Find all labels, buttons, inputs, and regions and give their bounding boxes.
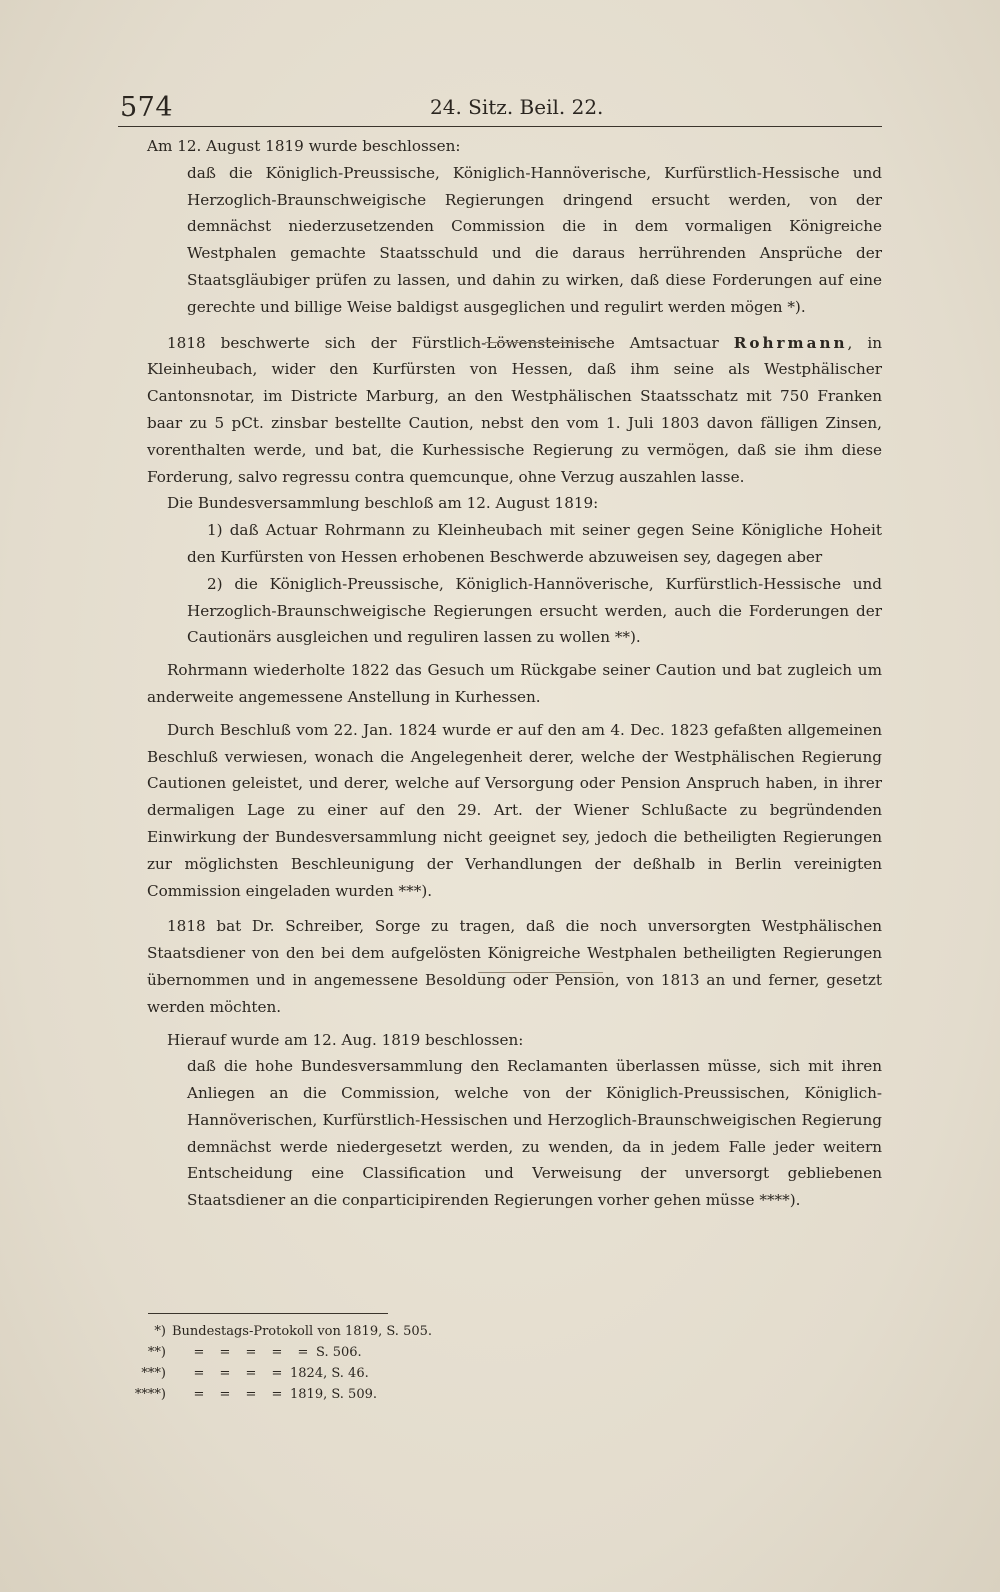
complaint-text-start: 1818 beschwerte sich der Fürstlich-Löwensteinische Amtsactuar — [167, 333, 734, 352]
footnote-marker: ****) — [134, 1387, 166, 1402]
ditto-mark: = — [193, 1387, 205, 1402]
ditto-mark: = — [219, 1366, 231, 1381]
running-head: 24. Sitz. Beil. 22. — [430, 95, 604, 119]
ditto-mark: = — [219, 1345, 231, 1360]
ditto-mark: = — [245, 1345, 257, 1360]
paragraph-resolution-text: daß die Königlich-Preussische, Königlich-Hannöverische, Kurfürstlich-Hessische und Herzoglich-Braunschweigische Regierungen dringend ersucht werden, von der demnächst niederzusetzenden Commission die in dem vormaligen Königreiche Westphalen gemachte Staatsschuld und die daraus herrührenden Ansprüche der Staatsgläubiger prüfen zu lassen, und dahin zu wirken, daß diese Forderungen auf eine gerechte und billige Weise baldigst ausgeglichen und regulirt werden mögen *). — [187, 163, 882, 316]
ditto-mark: = — [297, 1345, 309, 1360]
ditto-mark: = — [245, 1366, 257, 1381]
footnote-marker: *) — [154, 1324, 166, 1339]
resolution-item-1: 1) daß Actuar Rohrmann zu Kleinheubach mit seiner gegen Seine Königliche Hoheit den Kurfürsten von Hessen erhobenen Beschwerde abzuweisen sey, dagegen aber — [187, 521, 882, 566]
footnote-3 — [120, 1363, 520, 1384]
ditto-mark: = — [271, 1366, 283, 1381]
paragraph-schreiber: 1818 bat Dr. Schreiber, Sorge zu tragen, daß die noch unversorgten Westphälischen Staatsdiener von den bei dem aufgelösten Königreiche Westphalen betheiligten Regierungen übernommen und in angemessene Besoldung oder Pension, von 1813 an und ferner, gesetzt werden möchten. — [147, 917, 882, 1016]
ditto-mark: = — [193, 1345, 205, 1360]
footnote-text: 1819, S. 509. — [290, 1387, 378, 1402]
paragraph-resolution-1819: Am 12. August 1819 wurde beschlossen: — [147, 137, 461, 155]
paragraph-beschluss-1824: Durch Beschluß vom 22. Jan. 1824 wurde er auf den am 4. Dec. 1823 gefaßten allgemeinen Beschluß verwiesen, wonach die Angelegenheit derer, welche der Westphälischen Regierung Cautionen geleistet, und derer, welche auf Versorgung oder Pension Anspruch haben, in ihrer dermaligen Lage zu einer auf den 29. Art. der Wiener Schlußacte zu begründenden Einwirkung der Bundesversammlung nicht geeignet sey, jedoch die betheiligten Regierungen zur möglichsten Beschleunigung der Verhandlungen der deßhalb in Berlin vereinigten Commission eingeladen wurden ***). — [147, 720, 882, 900]
ditto-mark: = — [271, 1345, 283, 1360]
ditto-mark: = — [271, 1387, 283, 1402]
footnote-text: 1824, S. 46. — [290, 1366, 369, 1381]
paragraph-hierauf: Hierauf wurde am 12. Aug. 1819 beschlossen: — [167, 1030, 524, 1049]
person-name-rohrmann: Rohrmann — [733, 333, 848, 352]
ditto-mark: = — [245, 1387, 257, 1402]
footnote-4 — [120, 1384, 520, 1405]
resolution-item-2: 2) die Königlich-Preussische, Königlich-Hannöverische, Kurfürstlich-Hessische und Herzoglich-Braunschweigische Regierungen ersucht werden, auch die Forderungen der Cautionärs ausgleichen und reguliren lassen zu wollen **). — [187, 574, 882, 647]
footnote-text: Bundestags-Protokoll von 1819, S. 505. — [172, 1324, 433, 1339]
paragraph-bundesversammlung: Die Bundesversammlung beschloß am 12. August 1819: — [167, 494, 599, 513]
footnote-marker: **) — [147, 1345, 166, 1360]
body-text — [147, 133, 882, 1214]
paragraph-commission-referral: daß die hohe Bundesversammlung den Reclamanten überlassen müsse, sich mit ihren Anliegen an die Commission, welche von der Königlich-Preussischen, Königlich-Hannöverischen, Kurfürstlich-Hessischen und Herzoglich-Braunschweigischen Regierung demnächst werde niedergesetzt werden, zu wenden, da in jedem Falle jeder weitern Entscheidung eine Classification und Verweisung der unversorgt gebliebenen Staatsdiener an die conparticipirenden Regierungen vorher gehen müsse ****). — [187, 1057, 882, 1210]
header-rule — [118, 126, 882, 127]
paragraph-rohrmann-complaint — [147, 330, 882, 491]
footnote-marker: ***) — [141, 1366, 166, 1381]
section-divider — [478, 972, 603, 973]
page-number: 574 — [120, 92, 174, 123]
footnotes — [120, 1321, 520, 1405]
ditto-mark: = — [193, 1366, 205, 1381]
footnote-text: S. 506. — [316, 1345, 362, 1360]
footnote-1 — [120, 1321, 520, 1342]
section-divider — [485, 342, 600, 343]
footnote-2 — [120, 1342, 520, 1363]
complaint-text-end: , in Kleinheubach, wider den Kurfürsten von Hessen, daß ihm seine als Westphälischer Cantonsnotar, im Districte Marburg, an den Westphälischen Staatsschatz mit 750 Franken baar zu 5 pCt. zinsbar bestellte Caution, nebst den vom 1. Juli 1803 davon fälligen Zinsen, vorenthalten werde, und bat, die Kurhessische Regierung zu vermögen, daß sie ihm diese Forderung, salvo regressu contra quemcunque, ohne Verzug auszahlen lasse. — [147, 333, 882, 486]
footnote-rule — [148, 1313, 388, 1314]
paragraph-rohrmann-1822: Rohrmann wiederholte 1822 das Gesuch um Rückgabe seiner Caution und bat zugleich um anderweite angemessene Anstellung in Kurhessen. — [147, 661, 882, 706]
ditto-mark: = — [219, 1387, 231, 1402]
